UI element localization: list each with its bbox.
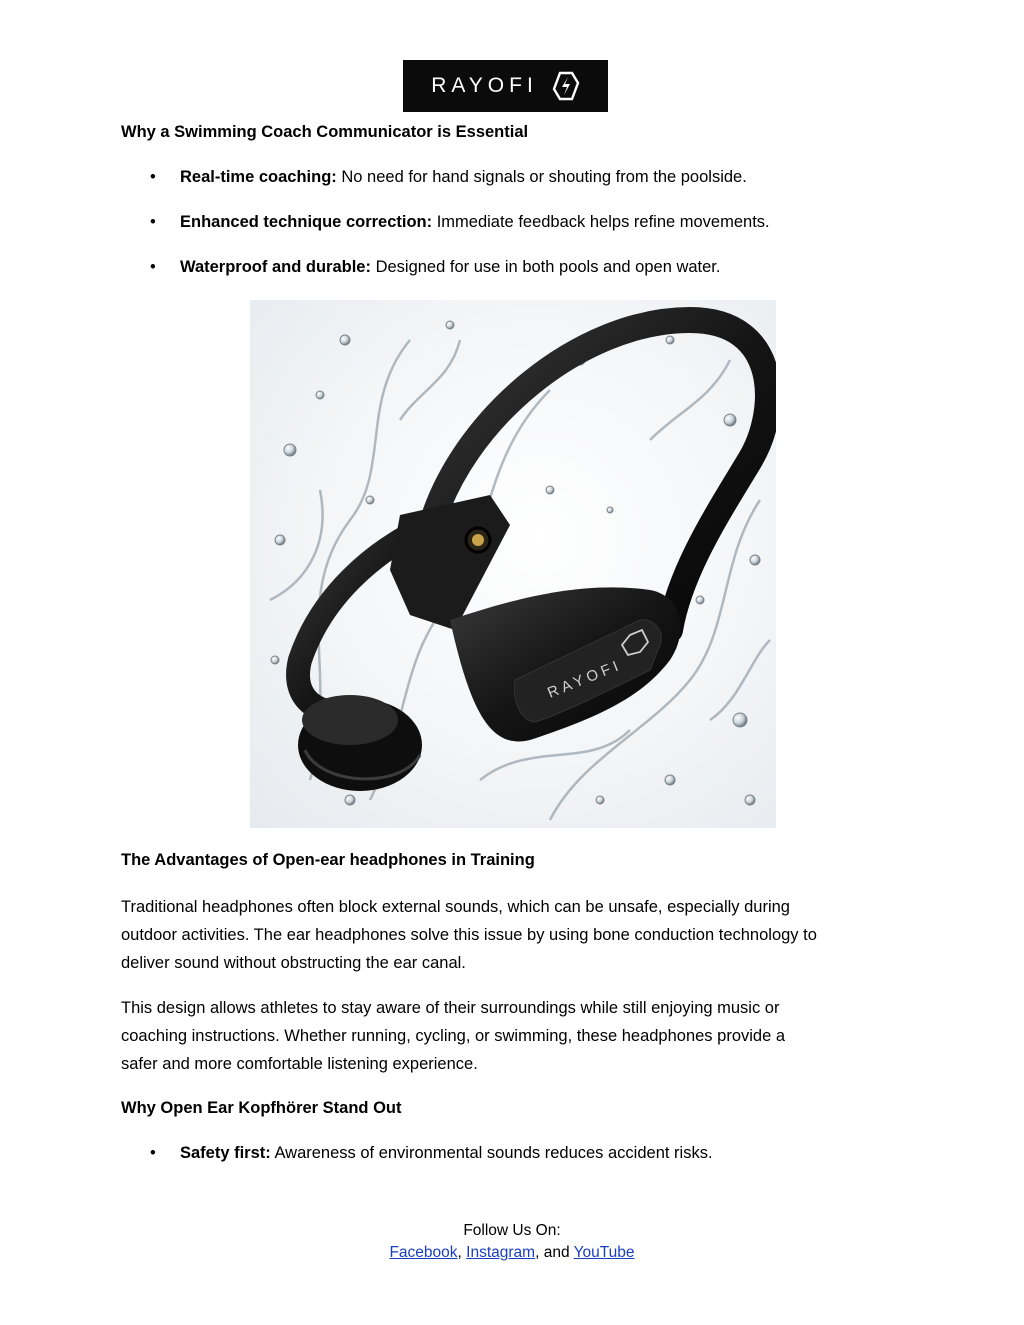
facebook-link[interactable]: Facebook (389, 1244, 458, 1261)
paragraph-design-awareness: This design allows athletes to stay aware of their surroundings while still enjoying music or coaching instructions. Whether running, cycling, or swimming, these headphones provide a safer and more comfortable listening experience. (121, 999, 786, 1073)
section-heading-communicator: Why a Swimming Coach Communicator is Essential (121, 123, 529, 141)
brand-logo-text: RAYOFI (431, 74, 538, 97)
product-image-headphones (250, 300, 776, 828)
brand-logo (403, 60, 608, 112)
footer-label: Follow Us On: (463, 1222, 561, 1239)
youtube-link[interactable]: YouTube (573, 1244, 635, 1261)
paragraph-traditional-headphones: Traditional headphones often block external sounds, which can be unsafe, especially during outdoor activities. The ear headphones solve this issue by using bone conduction technology to deliver sound without obstructing the ear canal. (121, 898, 817, 972)
bolt-shield-icon (552, 70, 580, 102)
footer-social-links: Facebook, Instagram, and YouTube (389, 1244, 635, 1261)
section-heading-open-ear: The Advantages of Open-ear headphones in Training (121, 851, 535, 869)
section-heading-kopfhorer: Why Open Ear Kopfhörer Stand Out (121, 1099, 402, 1117)
instagram-link[interactable]: Instagram (466, 1244, 536, 1261)
device-brand-text: RAYOFI (545, 656, 625, 702)
